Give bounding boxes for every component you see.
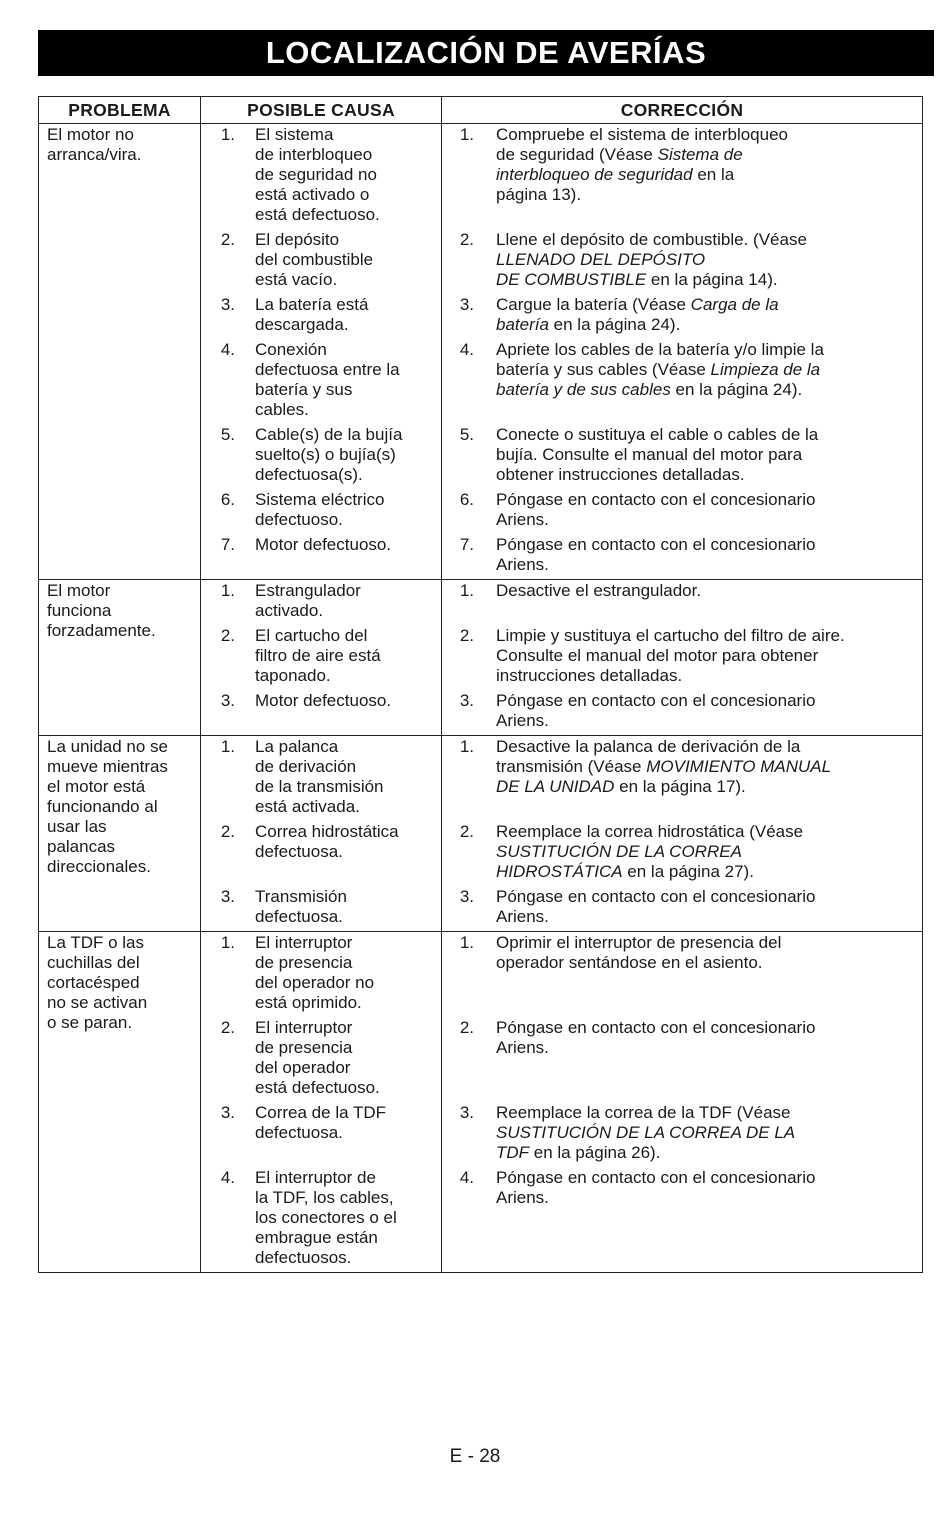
correction-instruction: Póngase en contacto con el concesionario Ariens.: [496, 691, 816, 730]
cause-item: [201, 1168, 441, 1268]
correction-instruction: Póngase en contacto con el concesionario Ariens.: [496, 535, 816, 574]
page-number: E - 28: [449, 1446, 501, 1467]
correction-page-ref: en la página 14).: [646, 270, 778, 289]
correction-reference: SUSTITUCIÓN DE LA CORREA HIDROSTÁTICA: [496, 842, 742, 881]
correction-item: [442, 626, 922, 686]
cause-text: El interruptor de la TDF, los cables, los conectores o el embrague están defectuosos.: [255, 1168, 397, 1267]
correction-instruction: Llene el depósito de combustible. (Véase: [496, 230, 807, 249]
cause-number: 1.: [220, 581, 235, 600]
cause-cell: [201, 580, 442, 736]
correction-instruction: Compruebe el sistema de interbloqueo de seguridad (Véase: [496, 125, 789, 164]
correction-text: [496, 626, 922, 686]
cause-cell: [201, 736, 442, 932]
cause-text: Cable(s) de la bujía suelto(s) o bujía(s) defectuosa(s).: [255, 425, 403, 484]
correction-cell: [442, 736, 923, 932]
correction-number: 4.: [459, 340, 474, 359]
cause-number: 4.: [220, 1168, 235, 1187]
correction-text: [496, 535, 922, 575]
correction-text: [496, 125, 922, 225]
correction-page-ref: en la página 24).: [548, 315, 681, 334]
cause-cell: [201, 932, 442, 1273]
cause-item: [201, 230, 441, 290]
correction-number: 1.: [459, 125, 474, 144]
correction-number: 4.: [459, 1168, 474, 1187]
cause-number: 6.: [220, 490, 235, 509]
cause-text: La palanca de derivación de la transmisión está activada.: [255, 737, 384, 816]
correction-number: 3.: [459, 691, 474, 710]
correction-item: [442, 1103, 922, 1163]
correction-page-ref: en la página 24).: [670, 380, 803, 399]
correction-instruction: Conecte o sustituya el cable o cables de la bujía. Consulte el manual del motor para obtener instrucciones detalladas.: [496, 425, 819, 484]
cause-item: [201, 737, 441, 817]
correction-text: [496, 1103, 922, 1163]
cause-text: Motor defectuoso.: [255, 535, 392, 554]
cause-item: [201, 626, 441, 686]
correction-item: [442, 822, 922, 882]
correction-instruction: Póngase en contacto con el concesionario Ariens.: [496, 490, 816, 529]
problem-text: El motor no arranca/vira.: [47, 125, 142, 164]
cause-item: [201, 295, 441, 335]
cause-text: Sistema eléctrico defectuoso.: [255, 490, 385, 529]
correction-instruction: Desactive el estrangulador.: [496, 581, 702, 600]
correction-number: 1.: [459, 933, 474, 952]
troubleshooting-table: [38, 96, 923, 1273]
correction-text: [496, 295, 922, 335]
cause-number: 3.: [220, 295, 235, 314]
correction-item: [442, 230, 922, 290]
table-row: [39, 736, 923, 932]
correction-text: [496, 425, 922, 485]
correction-cell: [442, 932, 923, 1273]
cause-item: [201, 822, 441, 882]
correction-instruction: Oprimir el interruptor de presencia del operador sentándose en el asiento.: [496, 933, 782, 972]
correction-item: [442, 887, 922, 927]
correction-instruction: Limpie y sustituya el cartucho del filtro de aire. Consulte el manual del motor para obtener instrucciones detalladas.: [496, 626, 845, 685]
correction-text: [496, 691, 922, 731]
correction-text: [496, 230, 922, 290]
correction-number: 3.: [459, 1103, 474, 1122]
correction-cell: [442, 580, 923, 736]
cause-text: El cartucho del filtro de aire está taponado.: [255, 626, 381, 685]
correction-reference: Limpieza de la batería y de sus cables: [496, 360, 821, 399]
correction-number: 3.: [459, 295, 474, 314]
cause-item: [201, 581, 441, 621]
correction-item: [442, 933, 922, 1013]
correction-text: [496, 822, 922, 882]
correction-instruction: Cargue la batería (Véase: [496, 295, 691, 314]
correction-text: [496, 887, 922, 927]
cause-text: El interruptor de presencia del operador está defectuoso.: [255, 1018, 380, 1097]
problem-cell: [39, 124, 201, 580]
correction-item: [442, 1018, 922, 1098]
cause-number: 2.: [220, 822, 235, 841]
correction-text: [496, 340, 922, 420]
correction-number: 1.: [459, 737, 474, 756]
cause-number: 3.: [220, 691, 235, 710]
correction-text: [496, 933, 922, 1013]
correction-page-ref: en la página 26).: [529, 1143, 661, 1162]
header-correction: CORRECCIÓN: [442, 97, 923, 124]
cause-text: Conexión defectuosa entre la batería y sus cables.: [255, 340, 400, 419]
cause-number: 2.: [220, 230, 235, 249]
cause-cell: [201, 124, 442, 580]
correction-item: [442, 691, 922, 731]
correction-number: 2.: [459, 1018, 474, 1037]
cause-number: 3.: [220, 887, 235, 906]
correction-reference: Sistema de interbloqueo de seguridad: [496, 145, 743, 184]
cause-text: Correa de la TDF defectuosa.: [255, 1103, 387, 1142]
problem-cell: [39, 580, 201, 736]
cause-item: [201, 1018, 441, 1098]
cause-text: Correa hidrostática defectuosa.: [255, 822, 399, 861]
correction-instruction: Reemplace la correa de la TDF (Véase: [496, 1103, 791, 1122]
correction-item: [442, 737, 922, 817]
cause-item: [201, 1103, 441, 1163]
correction-text: [496, 1168, 922, 1268]
cause-text: El depósito del combustible está vacío.: [255, 230, 374, 289]
cause-number: 1.: [220, 933, 235, 952]
correction-number: 3.: [459, 887, 474, 906]
correction-instruction: Póngase en contacto con el concesionario Ariens.: [496, 1168, 816, 1207]
correction-number: 7.: [459, 535, 474, 554]
cause-number: 2.: [220, 626, 235, 645]
correction-number: 2.: [459, 822, 474, 841]
correction-item: [442, 581, 922, 621]
correction-page-ref: en la página 13).: [496, 165, 735, 204]
cause-item: [201, 425, 441, 485]
table-row: [39, 124, 923, 580]
problem-text: La unidad no se mueve mientras el motor está funcionando al usar las palancas direccionales.: [47, 737, 168, 876]
correction-text: [496, 737, 922, 817]
correction-number: 5.: [459, 425, 474, 444]
cause-text: La batería está descargada.: [255, 295, 369, 334]
cause-item: [201, 691, 441, 731]
problem-cell: [39, 932, 201, 1273]
cause-number: 1.: [220, 737, 235, 756]
cause-item: [201, 125, 441, 225]
correction-item: [442, 125, 922, 225]
cause-number: 7.: [220, 535, 235, 554]
correction-instruction: Reemplace la correa hidrostática (Véase: [496, 822, 804, 841]
cause-item: [201, 340, 441, 420]
correction-instruction: Desactive la palanca de derivación de la transmisión (Véase: [496, 737, 801, 776]
correction-instruction: Póngase en contacto con el concesionario Ariens.: [496, 887, 816, 926]
cause-number: 2.: [220, 1018, 235, 1037]
problem-text: La TDF o las cuchillas del cortacésped no se activan o se paran.: [47, 933, 148, 1032]
table-body: [39, 124, 923, 1273]
cause-text: Transmisión defectuosa.: [255, 887, 347, 926]
correction-page-ref: en la página 17).: [614, 777, 746, 796]
correction-page-ref: en la página 27).: [622, 862, 754, 881]
cause-text: El interruptor de presencia del operador no está oprimido.: [255, 933, 375, 1012]
correction-reference: MOVIMIENTO MANUAL DE LA UNIDAD: [496, 757, 832, 796]
cause-text: Motor defectuoso.: [255, 691, 392, 710]
correction-item: [442, 490, 922, 530]
correction-item: [442, 535, 922, 575]
cause-number: 3.: [220, 1103, 235, 1122]
problem-cell: [39, 736, 201, 932]
cause-text: El sistema de interbloqueo de seguridad no está activado o está defectuoso.: [255, 125, 380, 224]
cause-text: Estrangulador activado.: [255, 581, 361, 620]
correction-number: 2.: [459, 230, 474, 249]
table-row: [39, 932, 923, 1273]
correction-text: [496, 581, 922, 621]
problem-text: El motor funciona forzadamente.: [47, 581, 156, 640]
cause-item: [201, 933, 441, 1013]
cause-number: 4.: [220, 340, 235, 359]
page-title: LOCALIZACIÓN DE AVERÍAS: [38, 30, 934, 76]
cause-item: [201, 490, 441, 530]
cause-item: [201, 535, 441, 575]
cause-number: 1.: [220, 125, 235, 144]
correction-text: [496, 490, 922, 530]
cause-number: 5.: [220, 425, 235, 444]
correction-item: [442, 1168, 922, 1268]
header-cause: POSIBLE CAUSA: [201, 97, 442, 124]
correction-number: 1.: [459, 581, 474, 600]
correction-number: 2.: [459, 626, 474, 645]
correction-item: [442, 295, 922, 335]
correction-number: 6.: [459, 490, 474, 509]
correction-instruction: Apriete los cables de la batería y/o limpie la batería y sus cables (Véase: [496, 340, 824, 379]
header-problem: PROBLEMA: [39, 97, 201, 124]
cause-item: [201, 887, 441, 927]
correction-cell: [442, 124, 923, 580]
correction-reference: SUSTITUCIÓN DE LA CORREA DE LA TDF: [496, 1123, 796, 1162]
correction-text: [496, 1018, 922, 1098]
correction-item: [442, 340, 922, 420]
correction-item: [442, 425, 922, 485]
table-header-row: [39, 97, 923, 124]
table-row: [39, 580, 923, 736]
correction-instruction: Póngase en contacto con el concesionario Ariens.: [496, 1018, 816, 1057]
correction-reference: Carga de la batería: [496, 295, 779, 334]
correction-reference: LLENADO DEL DEPÓSITO DE COMBUSTIBLE: [496, 250, 706, 289]
